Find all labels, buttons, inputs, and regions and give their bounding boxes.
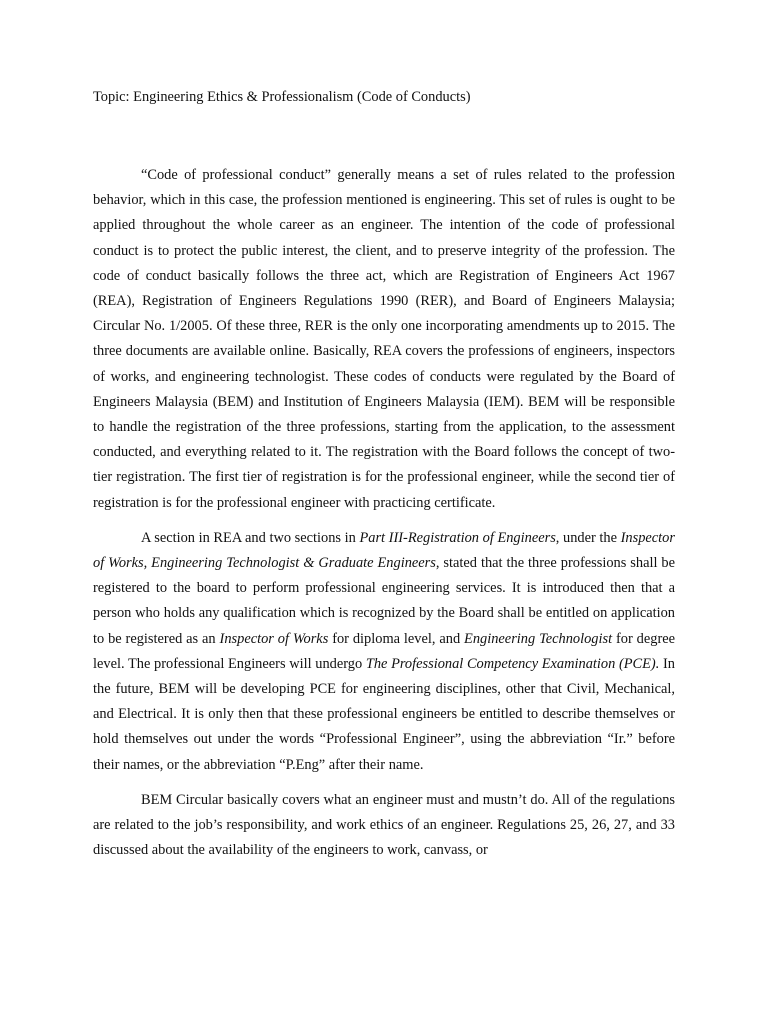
italic-run: Inspector of Works — [219, 630, 329, 647]
paragraph-code-of-conduct: “Code of professional conduct” generally means a set of rules related to the profession behavior, which in this case, the profession mentioned is engineering. This set of rules is ought to be applied throughout the whole career as an engineer. The intention of the code of professional conduct is to protect the public interest, the client, and to preserve integrity of the profession. The code of conduct basically follows the three act, which are Registration of Engineers Act 1967 (REA), Registration of Engineers Regulations 1990 (RER), and Board of Engineers Malaysia; Circular No. 1/2005. Of these three, RER is the only one incorporating amendments up to 2015. The three documents are available online. Basically, REA covers the professions of engineers, inspectors of works, and engineering technologist. These codes of conducts were regulated by the Board of Engineers Malaysia (BEM) and Institution of Engineers Malaysia (IEM). BEM will be responsible to handle the registration of the three professions, starting from the application, to the assessment conducted, and everything related to it. The registration with the Board follows the concept of two-tier registration. The first tier of registration is for the professional engineer, while the second tier of registration is for the professional engineer with practicing certificate. — [93, 167, 675, 511]
italic-run: Engineering Technologist — [464, 630, 613, 647]
topic-heading: Topic: Engineering Ethics & Professionalism (Code of Conducts) — [93, 89, 471, 105]
italic-run: Part III-Registration of Engineers — [359, 529, 556, 546]
paragraph-bem-circular: BEM Circular basically covers what an engineer must and mustn’t do. All of the regulations are related to the job’s responsibility, and work ethics of an engineer. Regulations 25, 26, 27, and 33 discussed about the availability of the engineers to work, canvass, or — [93, 791, 675, 859]
text-run: In the future, BEM will be developing PCE for engineering disciplines, other that Civil, Mechanical, and Electrical. It is only then that these professional engineers be entitled to describe themselves or hold themselves out under the words “Professional Engineer”, using the abbreviation “Ir.” before their names, or the abbreviation “P.Eng” after their name. — [93, 655, 675, 773]
text-run: A section in REA and two sections in — [141, 529, 360, 546]
paragraph-registration — [93, 526, 675, 778]
italic-run: The Professional Competency Examination (PCE). — [365, 655, 660, 672]
text-run: , under the — [555, 529, 621, 546]
text-run: for degree level. The professional Engineers will undergo — [93, 630, 676, 672]
italic-run: Inspector of Works, Engineering Technologist & Graduate Engineers — [93, 529, 675, 572]
text-run: for diploma level, and — [328, 630, 465, 647]
text-run: , stated that the three professions shall be registered to the board to perform professional engineering services. It is introduced then that a person who holds any qualification which is recognized by the Board shall be entitled on application to be registered as an — [93, 555, 675, 647]
